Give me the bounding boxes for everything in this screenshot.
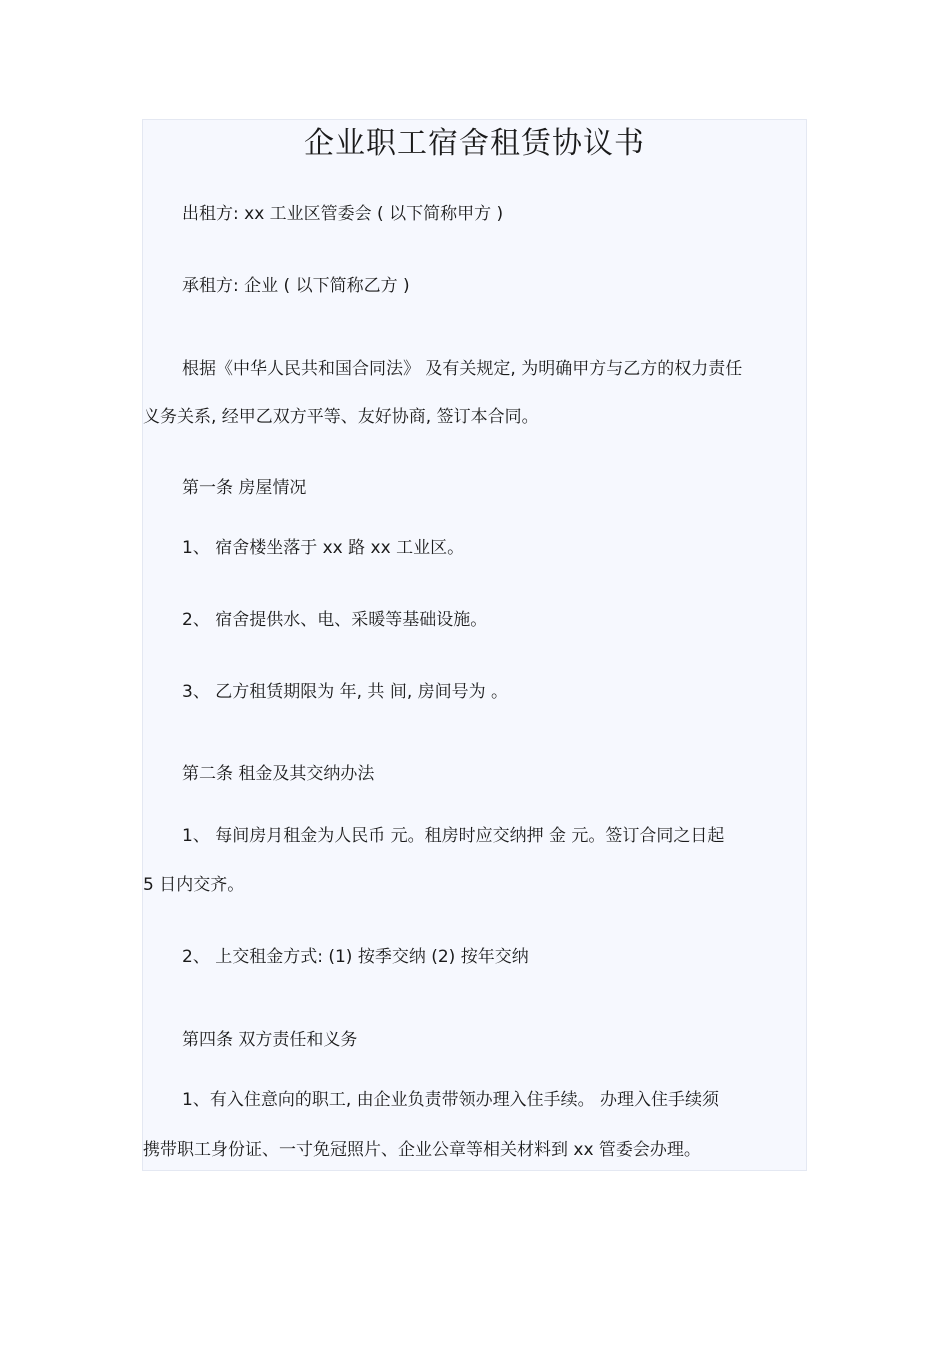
article-4-item-1-line-2: 携带职工身份证、一寸免冠照片、企业公章等相关材料到 xx 管委会办理。 [143,1140,701,1160]
article-1-item-1: 1、 宿舍楼坐落于 xx 路 xx 工业区。 [182,538,465,558]
document-title: 企业职工宿舍租赁协议书 [304,126,645,161]
article-2-item-1-line-1: 1、 每间房月租金为人民币 元。租房时应交纳押 金 元。签订合同之日起 [182,826,725,846]
article-2-item-1-line-2: 5 日内交齐。 [143,875,245,895]
lessor-line: 出租方: xx 工业区管委会 ( 以下简称甲方 ) [182,204,504,224]
preamble-line-1: 根据《中华人民共和国合同法》 及有关规定, 为明确甲方与乙方的权力责任 [182,359,743,379]
article-1-item-3: 3、 乙方租赁期限为 年, 共 间, 房间号为 。 [182,682,509,702]
preamble-line-2: 义务关系, 经甲乙双方平等、友好协商, 签订本合同。 [143,407,539,427]
article-4-heading: 第四条 双方责任和义务 [182,1030,358,1050]
article-1-item-2: 2、 宿舍提供水、电、采暖等基础设施。 [182,610,488,630]
article-2-item-2: 2、 上交租金方式: (1) 按季交纳 (2) 按年交纳 [182,947,529,967]
lessee-line: 承租方: 企业 ( 以下简称乙方 ) [182,276,410,296]
article-4-item-1-line-1: 1、有入住意向的职工, 由企业负责带领办理入住手续。 办理入住手续须 [182,1090,720,1110]
article-1-heading: 第一条 房屋情况 [182,478,307,498]
article-2-heading: 第二条 租金及其交纳办法 [182,764,375,784]
